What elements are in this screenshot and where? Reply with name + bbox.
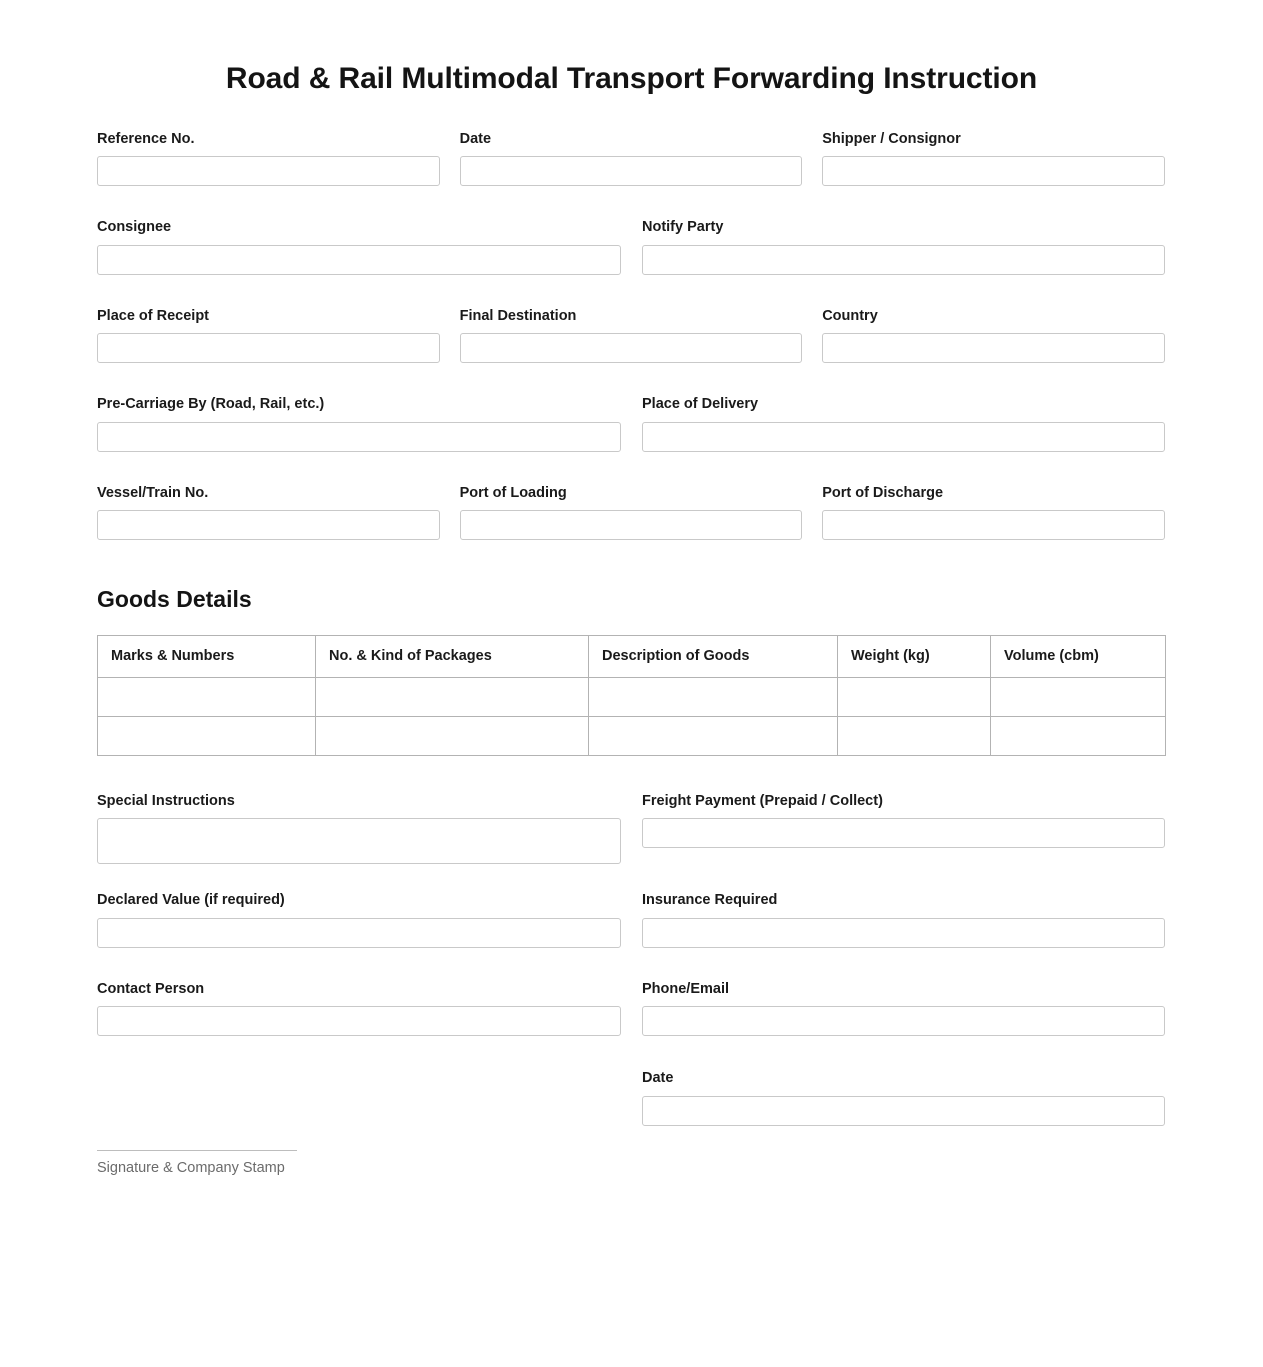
signature-block: [97, 1126, 621, 1177]
date-bottom-input[interactable]: [642, 1096, 1165, 1126]
label-port-of-loading: Port of Loading: [459, 484, 567, 501]
signature-line: [97, 1150, 297, 1151]
label-phone-email: Phone/Email: [642, 980, 730, 997]
vessel-train-no-input[interactable]: [97, 510, 440, 540]
cell-weight[interactable]: [838, 677, 991, 716]
form-row-precarriage: [97, 396, 1165, 451]
phone-email-input[interactable]: [642, 1006, 1165, 1036]
field-country: [822, 308, 1165, 363]
label-date-bottom: Date: [642, 1070, 674, 1087]
field-place-of-receipt: [97, 308, 440, 363]
cell-packages[interactable]: [316, 716, 589, 755]
cell-description[interactable]: [589, 716, 838, 755]
signature-column: [97, 1070, 621, 1125]
freight-payment-input[interactable]: [642, 818, 1165, 848]
special-instructions-input[interactable]: [97, 818, 621, 864]
row-spacer: [97, 756, 1166, 793]
field-vessel-train-no: [97, 485, 440, 540]
row-spacer: [97, 275, 1166, 308]
declared-value-input[interactable]: [97, 918, 621, 948]
label-port-of-discharge: Port of Discharge: [822, 484, 944, 501]
label-pre-carriage-by: Pre-Carriage By (Road, Rail, etc.): [97, 396, 325, 413]
cell-marks-numbers[interactable]: [98, 716, 316, 755]
row-spacer: [97, 864, 1166, 892]
label-vessel-train-no: Vessel/Train No.: [97, 484, 209, 501]
form-row-vessel: [97, 485, 1165, 540]
table-row: [98, 716, 1166, 755]
field-place-of-delivery: [642, 396, 1165, 451]
cell-volume[interactable]: [991, 677, 1166, 716]
cell-description[interactable]: [589, 677, 838, 716]
field-phone-email: [642, 981, 1165, 1036]
row-spacer: [97, 186, 1166, 219]
insurance-required-input[interactable]: [642, 918, 1165, 948]
reference-no-input[interactable]: [97, 156, 440, 186]
field-declared-value: [97, 892, 621, 947]
signature-caption: Signature & Company Stamp: [97, 1159, 285, 1176]
label-shipper: Shipper / Consignor: [822, 131, 961, 147]
field-pre-carriage-by: [97, 396, 621, 451]
field-special-instructions: [97, 793, 621, 864]
column-header-description: Description of Goods: [589, 635, 838, 677]
notify-party-input[interactable]: [642, 245, 1165, 275]
cell-volume[interactable]: [991, 716, 1166, 755]
row-spacer: [97, 363, 1166, 396]
shipper-input[interactable]: [822, 156, 1165, 186]
field-date-top: [460, 131, 803, 186]
table-row: [98, 677, 1166, 716]
label-freight-payment: Freight Payment (Prepaid / Collect): [642, 792, 883, 809]
goods-details-heading: Goods Details: [97, 585, 252, 612]
final-destination-input[interactable]: [460, 333, 803, 363]
label-reference-no: Reference No.: [97, 131, 195, 147]
pre-carriage-by-input[interactable]: [97, 422, 621, 452]
field-final-destination: [460, 308, 803, 363]
contact-person-input[interactable]: [97, 1006, 621, 1036]
label-country: Country: [822, 307, 878, 324]
label-date-top: Date: [459, 131, 492, 147]
field-shipper: [822, 131, 1165, 186]
label-declared-value: Declared Value (if required): [97, 892, 285, 909]
column-header-packages: No. & Kind of Packages: [316, 635, 589, 677]
form-row-contact: [97, 981, 1165, 1036]
field-freight-payment: [642, 793, 1165, 864]
date-top-input[interactable]: [460, 156, 803, 186]
port-of-loading-input[interactable]: [460, 510, 803, 540]
label-final-destination: Final Destination: [459, 307, 577, 324]
page-title: Road & Rail Multimodal Transport Forwarding Instruction: [225, 62, 1038, 95]
label-special-instructions: Special Instructions: [97, 792, 235, 809]
cell-weight[interactable]: [838, 716, 991, 755]
form-row-consignee: [97, 219, 1165, 274]
field-date-bottom: [642, 1070, 1165, 1125]
form-row-reference: [97, 131, 1165, 186]
goods-details-table: [97, 635, 1166, 756]
form-row-receipt: [97, 308, 1165, 363]
field-reference-no: [97, 131, 440, 186]
label-notify-party: Notify Party: [642, 219, 724, 236]
field-contact-person: [97, 981, 621, 1036]
field-insurance-required: [642, 892, 1165, 947]
form-row-special-instructions: [97, 793, 1165, 864]
row-spacer: [97, 452, 1166, 485]
row-spacer: [97, 948, 1166, 981]
table-header-row: [98, 635, 1166, 677]
column-header-volume: Volume (cbm): [991, 635, 1166, 677]
field-notify-party: [642, 219, 1165, 274]
label-insurance-required: Insurance Required: [642, 892, 778, 909]
label-place-of-delivery: Place of Delivery: [642, 396, 759, 413]
column-header-weight: Weight (kg): [838, 635, 991, 677]
country-input[interactable]: [822, 333, 1165, 363]
field-consignee: [97, 219, 621, 274]
label-consignee: Consignee: [97, 219, 172, 236]
field-port-of-loading: [460, 485, 803, 540]
field-port-of-discharge: [822, 485, 1165, 540]
cell-marks-numbers[interactable]: [98, 677, 316, 716]
form-row-signature: [97, 1070, 1165, 1125]
cell-packages[interactable]: [316, 677, 589, 716]
row-spacer: [97, 1036, 1166, 1070]
place-of-receipt-input[interactable]: [97, 333, 440, 363]
form-row-declared-value: [97, 892, 1165, 947]
port-of-discharge-input[interactable]: [822, 510, 1165, 540]
label-place-of-receipt: Place of Receipt: [97, 307, 210, 324]
column-header-marks-numbers: Marks & Numbers: [98, 635, 316, 677]
place-of-delivery-input[interactable]: [642, 422, 1165, 452]
consignee-input[interactable]: [97, 245, 621, 275]
label-contact-person: Contact Person: [97, 980, 205, 997]
